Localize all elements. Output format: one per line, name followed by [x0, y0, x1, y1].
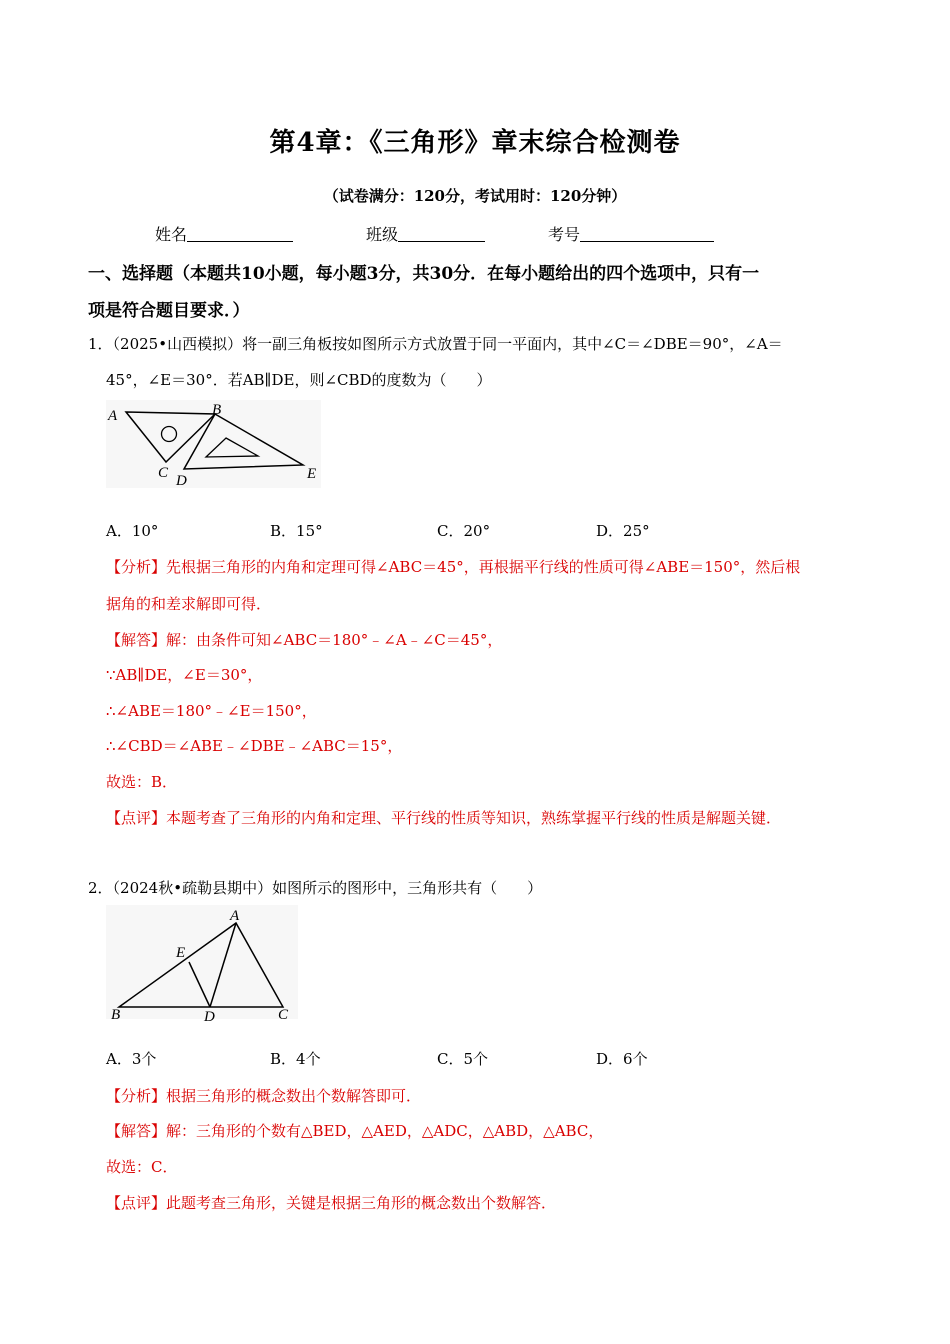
q1-label-a: A: [108, 408, 118, 424]
q2-figure: [106, 905, 306, 1023]
q2-option-d[interactable]: D．6个: [596, 1050, 648, 1068]
q1-solution-line3: ∴∠ABE＝180°﹣∠E＝150°，: [106, 702, 317, 720]
exam-info: （试卷满分：120分，考试用时：120分钟）: [323, 187, 627, 205]
q1-label-d: D: [176, 473, 187, 489]
q1-comment: 【点评】本题考查了三角形的内角和定理、平行线的性质等知识，熟练掌握平行线的性质是解题关键．: [106, 809, 782, 827]
q1-analysis-line2: 据角的和差求解即可得．: [106, 595, 272, 613]
class-field: [366, 222, 485, 245]
class-blank: [398, 225, 485, 242]
q1-solution-line2: ∵AB∥DE，∠E＝30°，: [106, 666, 263, 684]
number-field: [548, 222, 714, 245]
name-field: [155, 222, 293, 245]
q2-answer: 故选：C．: [106, 1158, 178, 1176]
name-label: 姓名: [155, 225, 188, 244]
q2-label-c: C: [278, 1007, 289, 1023]
q2-option-c[interactable]: C．5个: [437, 1050, 489, 1068]
q1-option-b[interactable]: B．15°: [270, 522, 323, 540]
page-title: 第4章：《三角形》章末综合检测卷: [269, 128, 681, 158]
q2-option-a[interactable]: A．3个: [106, 1050, 157, 1068]
q1-stem-line2: 45°，∠E＝30°．若AB∥DE，则∠CBD的度数为（ ）: [106, 371, 492, 389]
number-blank: [580, 225, 714, 242]
q2-label-a: A: [230, 908, 240, 924]
q2-stem: 2．（2024秋•疏勒县期中）如图所示的图形中，三角形共有（ ）: [88, 879, 543, 897]
q2-label-d: D: [204, 1009, 215, 1023]
q2-option-b[interactable]: B．4个: [270, 1050, 321, 1068]
q1-option-a[interactable]: A．10°: [106, 522, 159, 540]
section-heading-line2: 项是符合题目要求．）: [88, 301, 250, 321]
q2-analysis: 【分析】根据三角形的概念数出个数解答即可．: [106, 1087, 422, 1105]
number-label: 考号: [548, 225, 581, 244]
class-label: 班级: [366, 225, 399, 244]
q1-figure: [106, 400, 326, 490]
q1-label-e: E: [307, 466, 317, 482]
q1-solution-line4: ∴∠CBD＝∠ABE﹣∠DBE﹣∠ABC＝15°，: [106, 737, 403, 755]
q1-option-c[interactable]: C．20°: [437, 522, 491, 540]
q2-comment: 【点评】此题考查三角形，关键是根据三角形的概念数出个数解答．: [106, 1194, 557, 1212]
q1-label-c: C: [158, 465, 169, 481]
q2-label-b: B: [111, 1007, 121, 1023]
q1-option-d[interactable]: D．25°: [596, 522, 650, 540]
q1-solution-line1: 【解答】解：由条件可知∠ABC＝180°﹣∠A﹣∠C＝45°，: [106, 631, 503, 649]
q1-answer: 故选：B．: [106, 773, 178, 791]
q2-figure-bg: [106, 905, 298, 1019]
q1-label-b: B: [212, 402, 222, 418]
q2-solution-line1: 【解答】解：三角形的个数有△BED，△AED，△ADC，△ABD，△ABC，: [106, 1122, 604, 1140]
q1-stem-line1: 1．（2025•山西模拟）将一副三角板按如图所示方式放置于同一平面内，其中∠C＝∠DBE＝90°，∠A＝: [88, 335, 783, 353]
section-heading-line1: 一、选择题（本题共10小题，每小题3分，共30分．在每小题给出的四个选项中，只有一: [88, 264, 760, 284]
q1-analysis-line1: 【分析】先根据三角形的内角和定理可得∠ABC＝45°，再根据平行线的性质可得∠ABE＝150°，然后根: [106, 558, 801, 576]
q2-label-e: E: [176, 945, 186, 961]
name-blank: [187, 225, 293, 242]
